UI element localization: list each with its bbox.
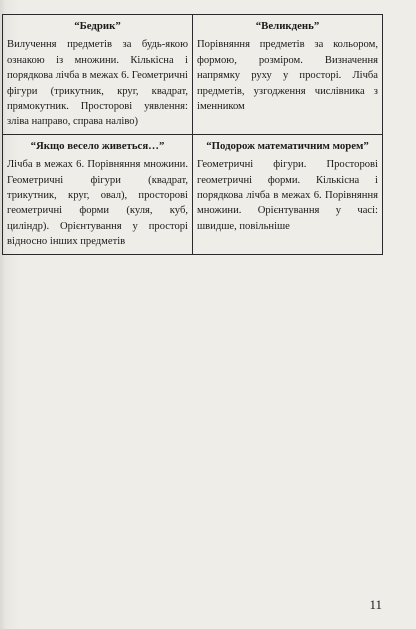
cell-text: Вилучення предметів за будь-якою ознакою із множини. Кількісна і порядкова лічба в межах 6. Геометричні фігури (трикутник, круг, квадрат, прямокутник. Просторові уявлення: зліва направо, справа наліво) [7, 39, 188, 128]
table-row [3, 15, 383, 135]
table-cell [193, 15, 383, 135]
cell-text: Геометричні фігури. Просторові геометричні форми. Кількісна і порядкова лічба в межах 6. Порівняння множини. Орієнтування у часі: швидше, повільніше [197, 159, 378, 232]
table-cell [193, 134, 383, 254]
cell-title: “Великдень” [255, 20, 320, 32]
table-cell [3, 134, 193, 254]
table-cell [3, 15, 193, 135]
table-row [3, 134, 383, 254]
cell-text: Лічба в межах 6. Порівняння множини. Геометричні фігури (квадрат, трикутник, круг, овал), просторові геометричні форми (куля, куб, циліндр). Орієнтування у просторі відносно інших предметів [7, 159, 188, 248]
topics-table [2, 14, 383, 255]
cell-title: “Бедрик” [74, 20, 121, 32]
page-number: 11 [369, 597, 382, 612]
cell-title: “Якщо весело живеться…” [30, 139, 165, 152]
cell-text: Порівняння предметів за кольором, формою, розміром. Визначення напрямку руху у просторі. Лічба предметів, узгодження числівника з іменником [197, 39, 378, 113]
cell-title: “Подорож математичним морем” [206, 139, 369, 152]
